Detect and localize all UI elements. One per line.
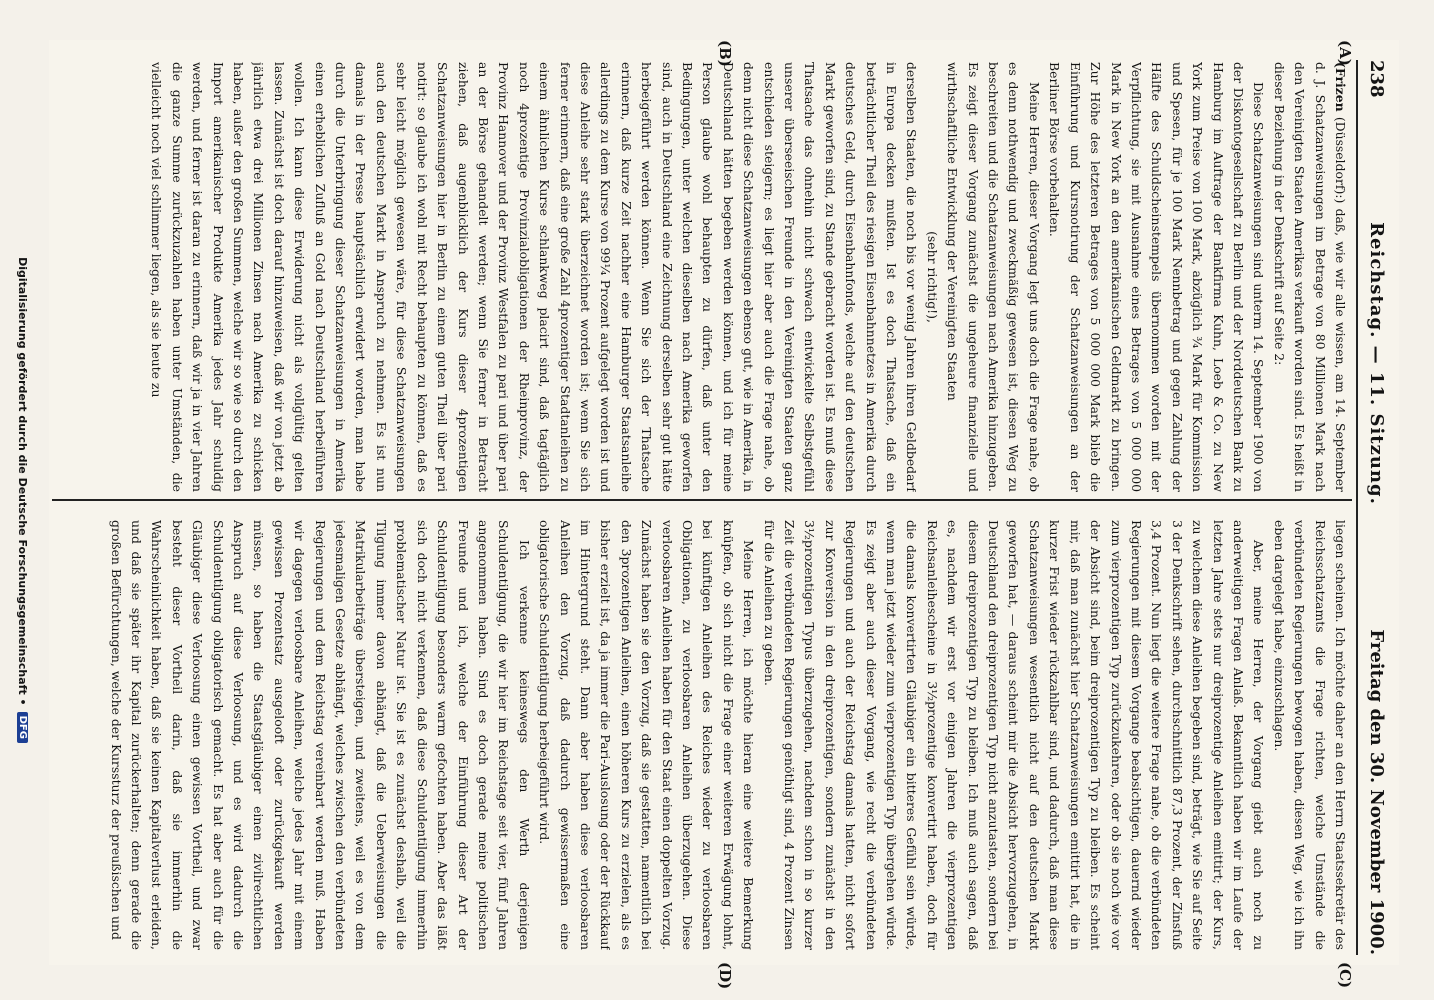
speaker-name: (Frizen bbox=[1333, 62, 1348, 112]
credit-text: Digitalisierung gefördert durch die Deutsche Forschungsgemeinschaft • bbox=[16, 257, 30, 706]
paragraph: derselben Staaten, die noch bis vor wenig Jahren ihren Geldbedarf in Europa decken mußten. Ist es doch Thatsache, daß ein beträchtlicher Theil des riesigen Eisenbahnnetzes in Amerika durch deutsches Geld, durch Eisenbahnfonds, welche auf den deutschen Markt geworfen sind, zu Stande gebracht worden ist. Es muß diese Thatsache das ohnehin nicht schwach entwickelte Selbstgefühl unserer überseeischen Freunde in den Vereinigten Staaten ganz entschieden steigern; es liegt hier aber auch die Frage nahe, ob denn nicht diese Schatzanweisungen ebenso gut, wie in Amerika, in Deutschland hätten begeben werden können, und ich für meine Person glaube wohl behaupten zu dürfen, daß unter den Bedingungen, unter welchen dieselben nach Amerika geworfen sind, auch in Deutschland eine Zeichnung derselben sehr gut hätte herbeigeführt werden können. Wenn Sie sich der Thatsache erinnern, daß kurze Zeit nachher eine Hamburger Staatsanleihe allerdings zu dem Kurse von 99¼ Prozent aufgelegt worden ist und diese Anleihe sehr stark überzeichnet worden ist; wenn Sie sich ferner erinnern, daß eine große Zahl 4prozentiger Stadtanleihen zu einem ähnlichen Kurse schlankweg placirt sind, daß tagtäglich noch 4prozentige Provinzialobligationen der Rheinprovinz, der Provinz Hannover und der Provinz Westfalen zu pari und über pari an der Börse gehandelt werden; wenn Sie ferner in Betracht ziehen, daß augenblicklich der Kurs dieser 4prozentigen Schatzanweisungen hier in Berlin zu einem guten Theil über pari notirt: so glaube ich wohl mit Recht behaupten zu können, daß es sehr leicht möglich gewesen wäre, für diese Schatzanweisungen auch den deutschen Markt in Anspruch zu nehmen. Es ist nun damals in der Presse hauptsächlich erwidert worden, man habe durch die Unterbringung dieser Schatzanweisungen in Amerika einen erheblichen Zufluß an Gold nach Deutschland herbeiführen wollen. Ich kann diese Erwiderung nicht als vollgültig gelten lassen. Zunächst ist doch darauf hinzuweisen, daß wir von jetzt ab jährlich etwa drei Millionen Zinsen nach Amerika zu schicken haben, außer den großen Summen, welche wir so wie so durch den Import amerikanischer Produkte Amerika jedes Jahr schuldig werden, und ferner ist daran zu erinnern, daß wir ja in vier Jahren die ganze Summe zurückzuzahlen haben unter Umständen, die vielleicht noch viel schlimmer liegen, als sie heute zu bbox=[149, 62, 920, 492]
interjection: (sehr richtig!), bbox=[924, 231, 940, 323]
speaker-constituency: (Düsseldorf):) bbox=[1333, 116, 1348, 204]
right-column bbox=[60, 520, 1350, 950]
margin-mark-a: (A) bbox=[1336, 40, 1354, 66]
paragraph-text: daß, wie wir alle wissen, am 14. September d. J. Schatzanweisungen im Betrage von 80 Millionen Mark nach den Vereinigten Staaten Amerikas verkauft worden sind. Es heißt in dieser Beziehung in der Denkschrift auf Seite 2: bbox=[1271, 62, 1348, 492]
paragraph: Meine Herren, dieser Vorgang legt uns doch die Frage nahe, ob es denn nothwendig und zweckmäßig gewesen ist, diesen Weg zu beschreiten und die Schatzanweisungen nach Amerika hinzugeben. Es zeigt dieser Vorgang zunächst die ungeheure finanzielle und wirthschaftliche Entwicklung der Vereinigten Staaten bbox=[945, 62, 1042, 492]
quoted-paragraph: Diese Schatzanweisungen sind unterm 14. September 1900 von der Diskontogesellschaft zu Berlin und der Norddeutschen Bank zu Hamburg im Auftrage der Bankfirma Kuhn, Loeb & Co. zu New York zum Preise von 100 Mark, abzüglich ¾ Mark für Kommission und Spesen, für je 100 Mark Nennbetrag und gegen Zahlung der Hälfte des Schuldscheinstempels übernommen worden mit der Verpflichtung, sie mit Ausnahme eines Betrages von 5 000 000 Mark in New York an den amerikanischen Geldmarkt zu bringen. Zur Höhe des letzteren Betrages von 5 000 000 Mark blieb die Einführung und Kursnotirung der Schatzanweisungen an der Berliner Börse vorbehalten. bbox=[1047, 62, 1267, 492]
page-title: Reichstag. — 11. Sitzung. bbox=[1366, 222, 1388, 505]
left-column bbox=[60, 62, 1350, 492]
paragraph bbox=[1268, 62, 1350, 492]
margin-mark-b: (B) bbox=[716, 40, 734, 67]
margin-mark-d: (D) bbox=[716, 962, 734, 990]
session-date: Freitag den 30. November 1900. bbox=[1366, 629, 1388, 955]
paragraph: Ich verkenne keineswegs den Werth derjenigen Schuldentilgung, die wir hier im Reichstage seit vier, fünf Jahren angenommen haben. Sind es doch gerade meine politischen Freunde und ich, welche der Einführung dieser Art der Schuldentilgung besonders warm gefochten haben. Aber das läßt sich doch nicht verkennen, daß diese Schuldentilgung immerhin problematischer Natur ist. Sie ist es zunächst deshalb, weil die Tilgung immer davon abhängt, daß die Ueberweisungen die Matrikularbeiträge übersteigen, und zweitens, weil es von dem jedesmaligen Gesetze abhängt, welches zwischen den verbündeten Regierungen und dem Reichstag vereinbart werden muß. Haben wir dagegen verloosbare Anleihen, welche jedes Jahr mit einem gewissen Prozentsatz ausgelooft oder zurückgekauft werden müssen, so haben die Staatsgläubiger einen zivilrechtlichen Anspruch auf diese Verloosung, und es wird dadurch die Schuldentilgung obligatorisch gemacht. Es hat aber auch für die Gläubiger diese Verloosung einen gewissen Vortheil, und zwar besteht dieser Vortheil darin, daß sie immerhin die Wahrscheinlichkeit haben, daß sie keinen Kapitalverlust erleiden, und daß sie später ihr Kapital zurückerhalten; denn gerade die großen Befürchtungen, welche der Kurssturz der preußischen und bbox=[108, 520, 532, 950]
page-number: 238 bbox=[1366, 60, 1388, 98]
column-divider bbox=[52, 499, 1352, 501]
margin-mark-c: (C) bbox=[1336, 962, 1354, 989]
page-header bbox=[1362, 60, 1392, 955]
paragraph: Aber, meine Herren, der Vorgang giebt auch noch zu anderweitigen Fragen Anlaß. Bekanntlich haben wir im Laufe der letzten Jahre stets nur dreiprozentige Anleihen emittirt; der Kurs, zu welchem diese Anleihen begeben sind, beträgt, wie Sie auf Seite 3 der Denkschrift sehen, durchschnittlich 87,3 Prozent, der Zinsfuß 3,4 Prozent. Nun liegt die weitere Frage nahe, ob die verbündeten Regierungen mit diesem Vorgange beabsichtigen, dauernd wieder zum vierprozentigen Typ zurückzukehren, oder ob sie noch wie vor der Absicht sind, beim dreiprozentigen Typ zu bleiben. Es scheint mir, daß man zunächst hier Schatzanweisungen emittirt hat, die in kurzer Frist wieder rückzahlbar sind, und dadurch, daß man diese Schatzanweisungen wesentlich nicht auf den deutschen Markt geworfen hat, — daraus scheint mir die Absicht hervorzugehen, in Deutschland den dreiprozentigen Typ nicht anzutasten, sondern bei diesem dreiprozentigen Typ zu bleiben. Ich muß auch sagen, daß es, nachdem wir erst vor einigen Jahren die vierprozentigen Reichsanleihescheine in 3½prozentige konvertirt haben, doch für die damals konvertirten Gläubiger ein bitteres Gefühl sein würde, wenn man jetzt wieder zum vierprozentigen Typ übergehen würde. Es zeigt aber auch dieser Vorgang, wie recht die verbündeten Regierungen und auch der Reichstag damals hatten, nicht sofort zur Konversion in den dreiprozentigen, sondern zunächst in den 3½prozentigen Typus überzugehen, nachdem schon in so kurzer Zeit die verbündeten Regierungen genöthigt sind, 4 Prozent Zinsen für die Anleihen zu geben. bbox=[761, 520, 1267, 950]
header-rule bbox=[1356, 60, 1358, 955]
digitization-credit bbox=[12, 0, 34, 1000]
paragraph: liegen scheinen. Ich möchte daher an den Herrn Staatssekretär des Reichsschatzamts die Frage richten, welche Umstände die verbündeten Regierungen bewogen haben, diesen Weg, wie ich ihn eben dargelegt habe, einzuschlagen. bbox=[1271, 520, 1348, 950]
paragraph: Meine Herren, ich möchte hieran eine weitere Bemerkung knüpfen, ob sich nicht die Frage einer weiteren Erwägung lohnt, bei künftigen Anleihen des Reiches wieder zu verloosbaren Obligationen, zu verloosbaren Anleihen überzugehen. Diese verloosbaren Anleihen haben für den Staat einen doppelten Vorzug. Zunächst haben sie den Vorzug, daß sie gestatten, namentlich bei den 3prozentigen Anleihen, einen höheren Kurs zu erzielen, als es bisher erzielt ist, da ja immer die Pari-Auslosung oder der Rückkauf im Hintergrund steht. Dann aber haben diese verloosbaren Anleihen den Vorzug, daß dadurch gewissermaßen eine obligatorische Schuldentilgung herbeigeführt wird. bbox=[537, 520, 757, 950]
dfg-logo: DFG bbox=[18, 712, 29, 743]
